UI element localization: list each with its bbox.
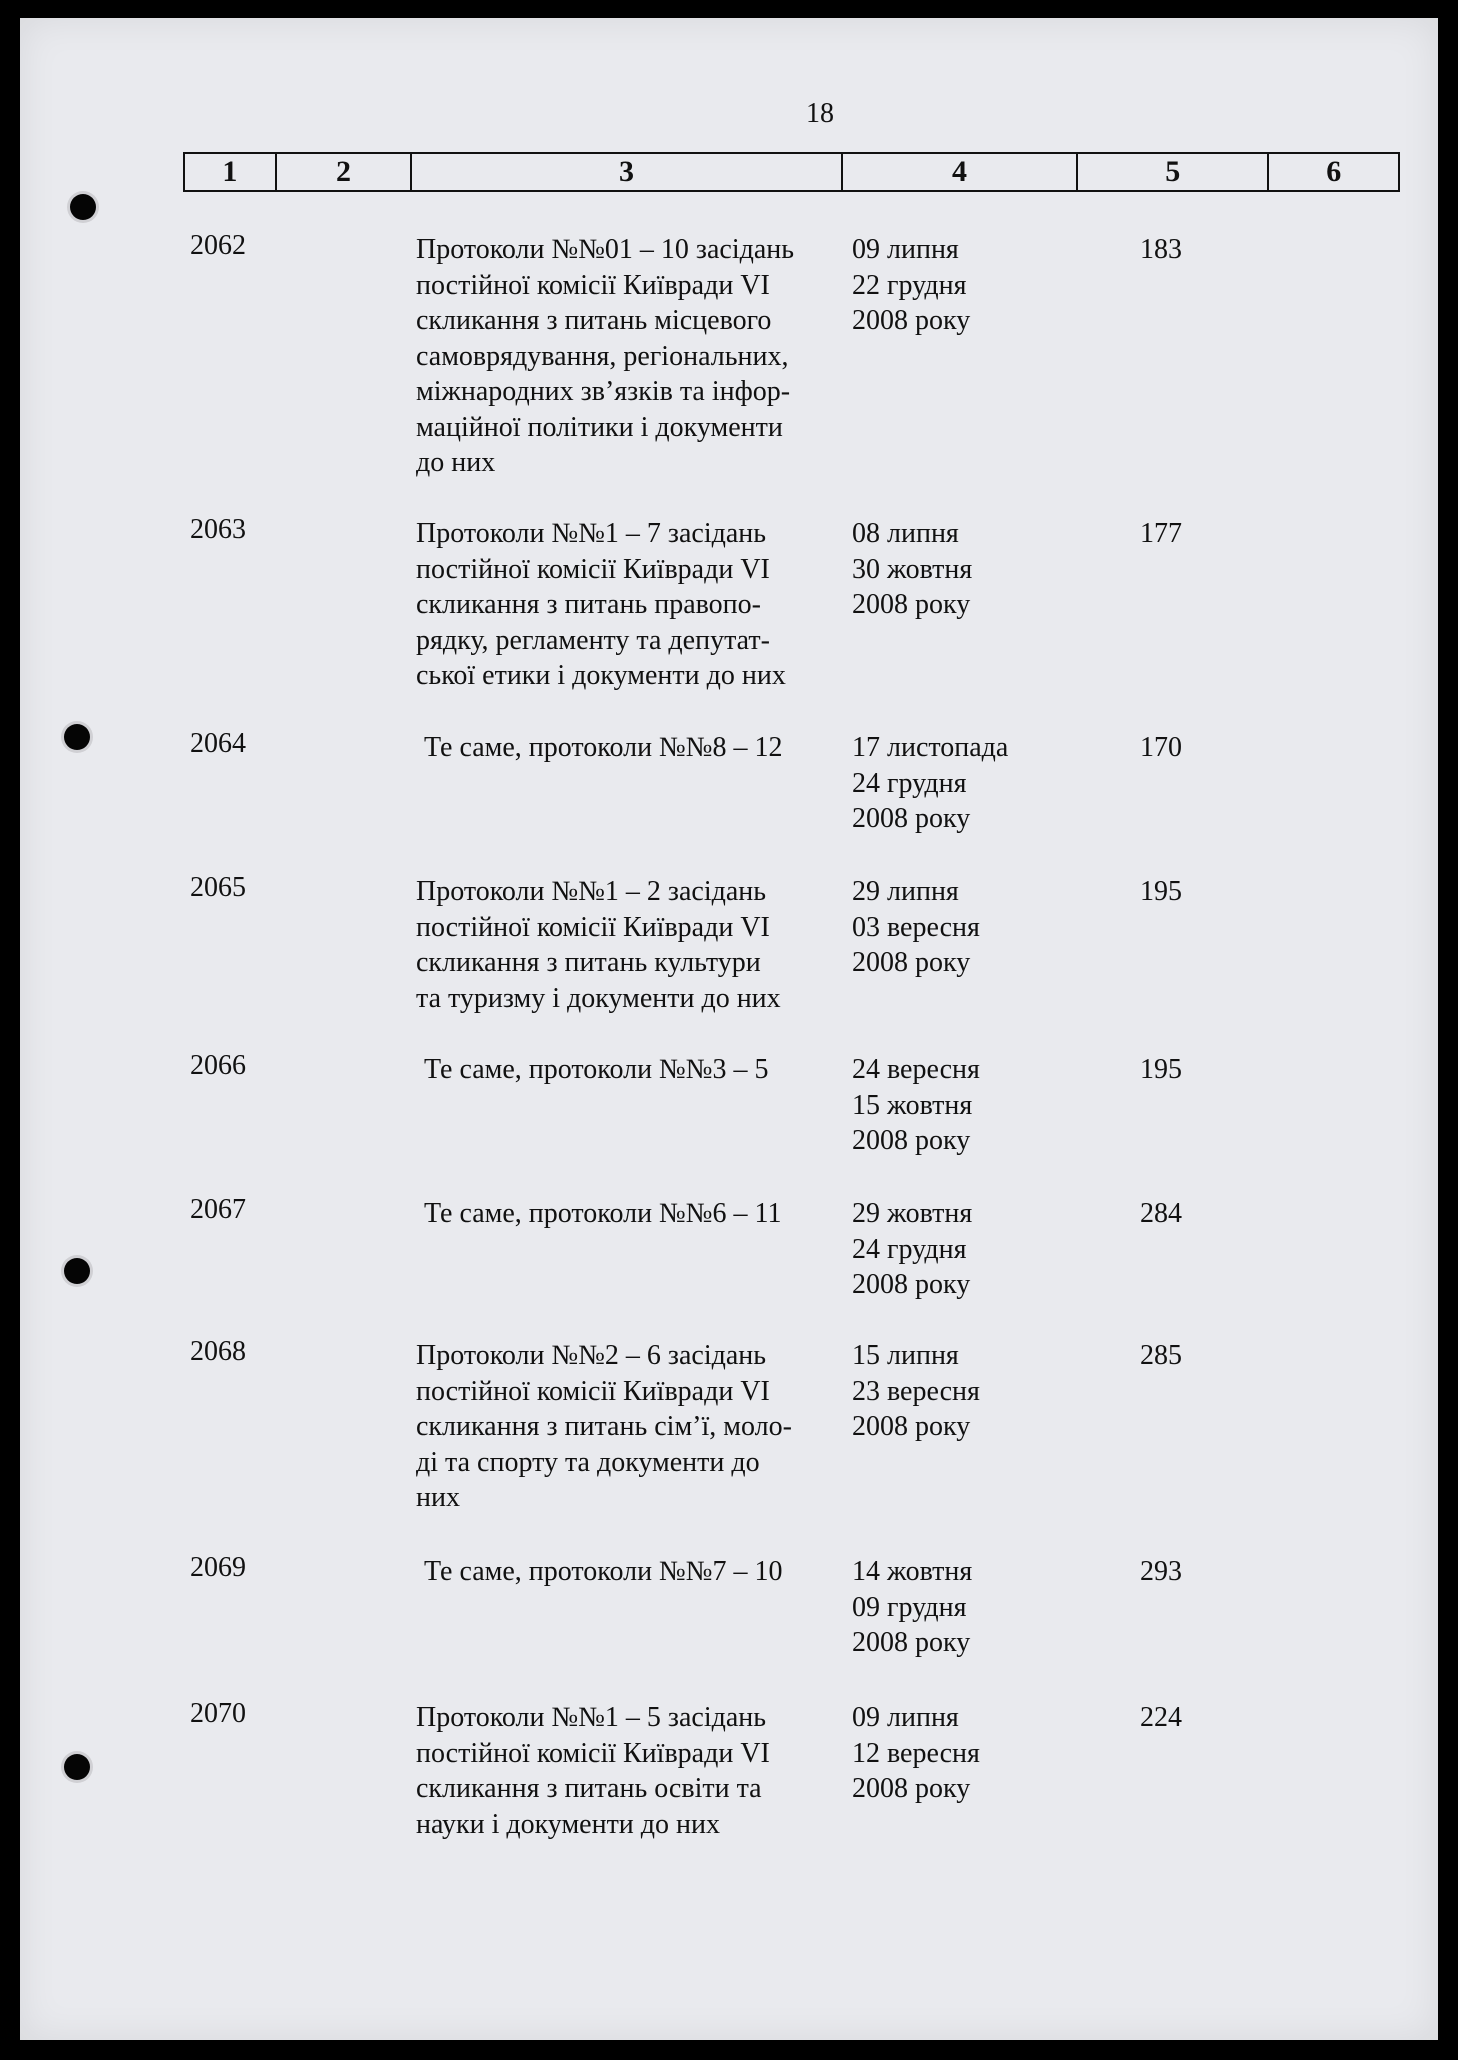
column-header-5: 5 — [1076, 154, 1267, 190]
record-pages: 170 — [1140, 732, 1182, 763]
record-pages: 284 — [1140, 1198, 1182, 1229]
record-number: 2064 — [190, 728, 246, 759]
record-number: 2063 — [190, 514, 246, 545]
record-dates: 14 жовтня 09 грудня 2008 року — [852, 1556, 973, 1658]
record-number: 2069 — [190, 1552, 246, 1583]
table-header — [183, 152, 1400, 192]
column-header-2: 2 — [275, 154, 411, 190]
record-dates: 17 листопада 24 грудня 2008 року — [852, 732, 1009, 834]
record-dates: 09 липня 22 грудня 2008 року — [852, 234, 971, 336]
record-title: Те саме, протоколи №№7 – 10 — [424, 1556, 783, 1587]
column-header-3: 3 — [410, 154, 841, 190]
record-pages: 224 — [1140, 1702, 1182, 1733]
punch-hole-4 — [64, 1754, 90, 1780]
punch-hole-2 — [64, 724, 90, 750]
record-dates: 09 липня 12 вересня 2008 року — [852, 1702, 980, 1804]
column-header-6: 6 — [1267, 154, 1398, 190]
punch-hole-3 — [64, 1258, 90, 1284]
record-pages: 177 — [1140, 518, 1182, 549]
record-number: 2066 — [190, 1050, 246, 1081]
record-title: Те саме, протоколи №№8 – 12 — [424, 732, 783, 763]
record-pages: 195 — [1140, 876, 1182, 907]
record-title: Протоколи №№1 – 2 засідань постійної комісії Київради VI скликання з питань культури та туризму і документи до них — [416, 876, 781, 1014]
record-title: Протоколи №№1 – 7 засідань постійної комісії Київради VI скликання з питань правопо- рядку, регламенту та депутат- ської етики і документи до них — [416, 518, 786, 691]
record-dates: 15 липня 23 вересня 2008 року — [852, 1340, 980, 1442]
record-pages: 195 — [1140, 1054, 1182, 1085]
record-number: 2065 — [190, 872, 246, 903]
record-dates: 29 жовтня 24 грудня 2008 року — [852, 1198, 973, 1300]
record-number: 2070 — [190, 1698, 246, 1729]
record-title: Те саме, протоколи №№6 – 11 — [424, 1198, 782, 1229]
record-pages: 183 — [1140, 234, 1182, 265]
record-title: Те саме, протоколи №№3 – 5 — [424, 1054, 769, 1085]
record-dates: 24 вересня 15 жовтня 2008 року — [852, 1054, 980, 1156]
record-dates: 08 липня 30 жовтня 2008 року — [852, 518, 973, 620]
record-pages: 285 — [1140, 1340, 1182, 1371]
column-header-4: 4 — [841, 154, 1076, 190]
column-header-1: 1 — [222, 155, 238, 188]
punch-hole-1 — [70, 194, 96, 220]
record-dates: 29 липня 03 вересня 2008 року — [852, 876, 980, 978]
document-page — [20, 18, 1438, 2040]
record-pages: 293 — [1140, 1556, 1182, 1587]
record-title: Протоколи №№1 – 5 засідань постійної комісії Київради VI скликання з питань освіти та науки і документи до них — [416, 1702, 770, 1840]
page-number: 18 — [806, 98, 834, 129]
record-number: 2067 — [190, 1194, 246, 1225]
record-title: Протоколи №№01 – 10 засідань постійної комісії Київради VI скликання з питань місцевого самоврядування, регіональних, міжнародних зв’язків та інфор- маційної політики і документи до них — [416, 234, 795, 478]
record-number: 2068 — [190, 1336, 246, 1367]
record-number: 2062 — [190, 230, 246, 261]
record-title: Протоколи №№2 – 6 засідань постійної комісії Київради VI скликання з питань сім’ї, моло- ді та спорту та документи до них — [416, 1340, 792, 1513]
